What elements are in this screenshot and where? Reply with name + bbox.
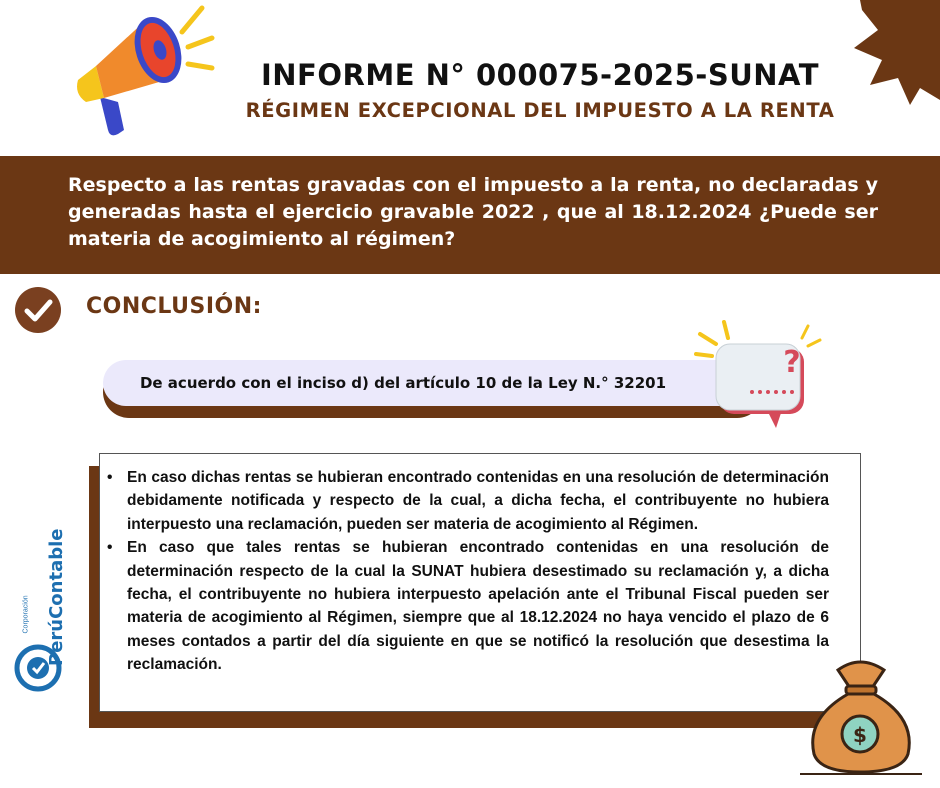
basis-text: De acuerdo con el inciso d) del artículo 10 de la Ley N.° 32201 (139, 374, 667, 392)
svg-text:?: ? (783, 345, 801, 380)
check-badge (15, 287, 61, 333)
question-bubble-icon (690, 320, 830, 432)
logo-wordmark: PerúContable (46, 528, 67, 666)
bullet-icon: • (107, 539, 113, 557)
report-subtitle: RÉGIMEN EXCEPCIONAL DEL IMPUESTO A LA RENTA (245, 99, 835, 122)
report-title: INFORME N° 000075-2025-SUNAT (260, 58, 820, 92)
conclusion-point-2: En caso que tales rentas se hubieran encontrado contenidas en una resolución de determinación respecto de la cual la SUNAT hubiera desestimado su reclamación y, a dicha fecha, el contribuyente no hubiera interpuesto apelación ante el Tribunal Fiscal pueden ser materia de acogimiento al Régimen, siempre que al 18.12.2024 no haya vencido el plazo de 6 meses contados a partir del día siguiente en que se notificó la resolución que desestima la reclamación. (127, 539, 829, 674)
check-icon (15, 287, 61, 333)
conclusion-point-1: En caso dichas rentas se hubieran encontrado contenidas en una resolución de determinación debidamente notificada y respecto de la cual, a dicha fecha, el contribuyente no hubiera interpuesto una reclamación, pueden ser materia de acogimiento al Régimen. (127, 469, 829, 533)
corner-burst-decoration (840, 0, 940, 110)
list-item (107, 466, 829, 536)
conclusion-list (99, 466, 829, 677)
money-bag-icon (796, 648, 926, 778)
svg-text:$: $ (853, 723, 867, 747)
conclusion-heading: CONCLUSIÓN: (86, 294, 262, 319)
bullet-icon: • (107, 469, 113, 486)
list-item (107, 536, 829, 676)
question-text: Respecto a las rentas gravadas con el impuesto a la renta, no declaradas y generadas hasta el ejercicio gravable 2022 , que al 18.12.2024 ¿Puede ser materia de acogimiento al régimen? (68, 174, 878, 250)
logo-tagline: Corporación (22, 595, 30, 634)
